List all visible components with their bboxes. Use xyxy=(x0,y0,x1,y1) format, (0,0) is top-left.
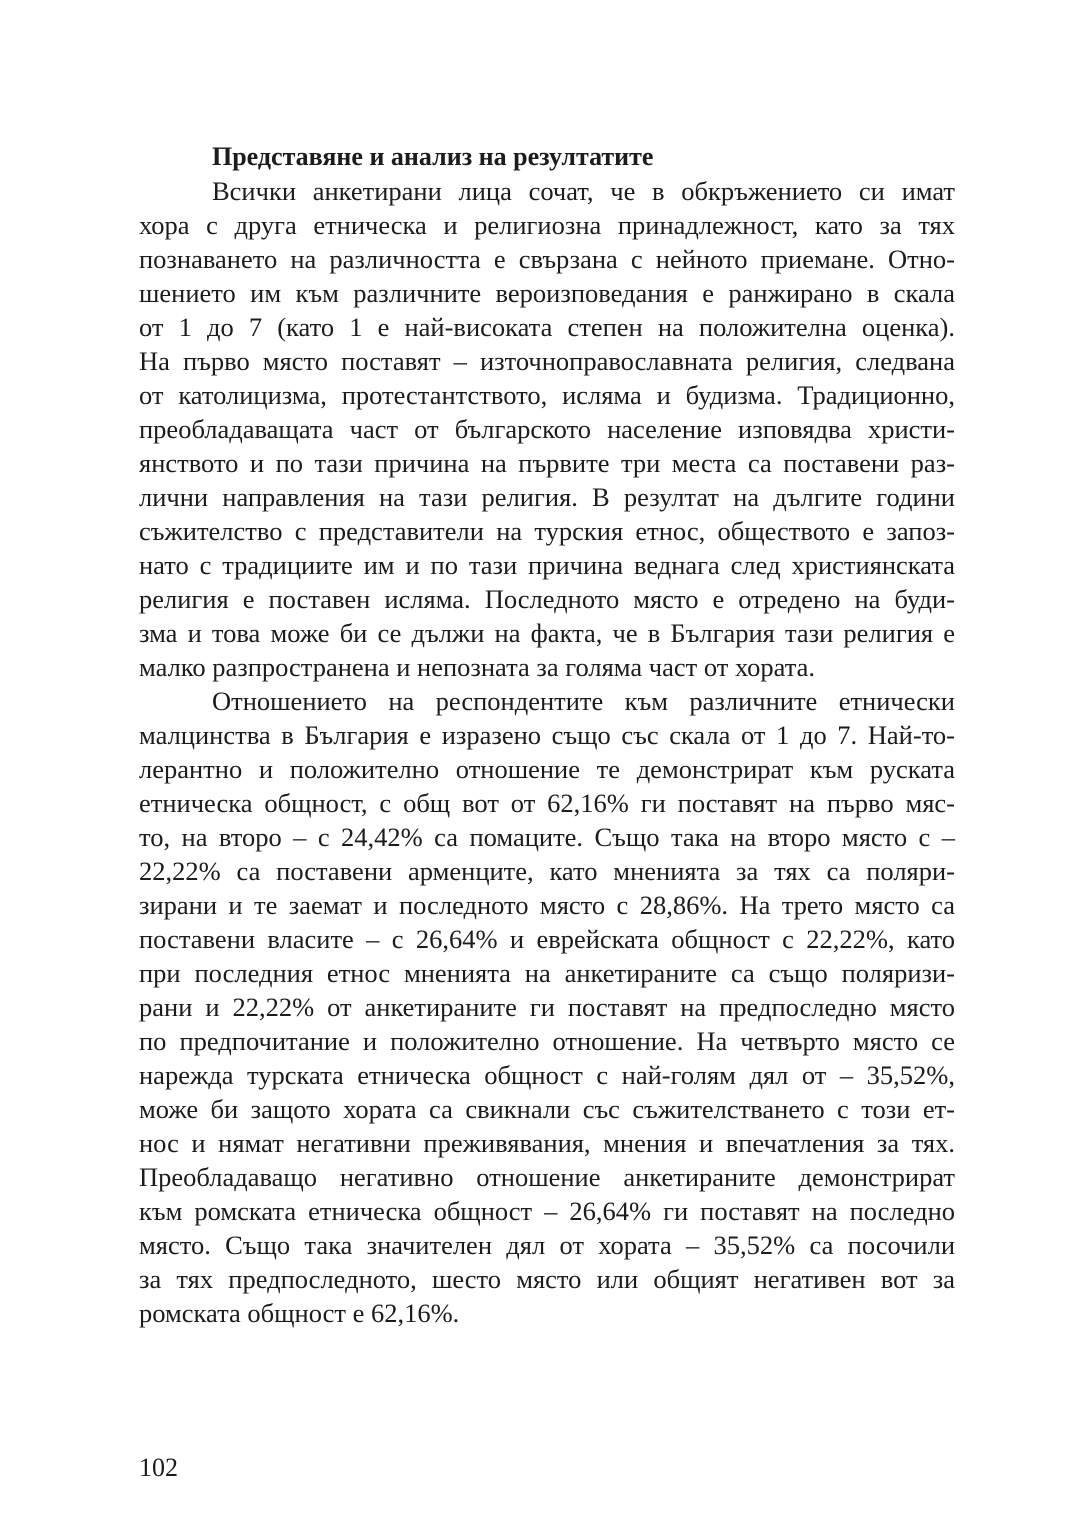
paragraph-line: рани и 22,22% от анкетираните ги поставят на предпоследно място xyxy=(139,992,955,1022)
paragraph-line: лични направления на тази религия. В резултат на дългите години xyxy=(139,482,955,512)
paragraph-line: зирани и те заемат и последното място с 28,86%. На трето място са xyxy=(139,890,955,920)
paragraph-line: религия е поставен исляма. Последното място е отредено на буди- xyxy=(139,584,955,614)
paragraph-line: Всички анкетирани лица сочат, че в обкръжението си имат xyxy=(212,176,955,206)
paragraph-line: Отношението на респондентите към различните етнически xyxy=(212,686,955,716)
paragraph-line: Преобладаващо негативно отношение анкетираните демонстрират xyxy=(139,1162,955,1192)
paragraph-line: янството и по тази причина на първите три места са поставени раз- xyxy=(139,448,955,478)
paragraph-line: малко разпространена и непозната за голяма част от хората. xyxy=(139,652,816,682)
paragraph-2 xyxy=(139,684,955,1330)
paragraph-1 xyxy=(139,174,955,684)
paragraph-line: нато с традициите им и по тази причина веднага след християнската xyxy=(139,550,955,580)
paragraph-line: от 1 до 7 (като 1 е най-високата степен на положителна оценка). xyxy=(139,312,955,342)
paragraph-line: малцинства в България е изразено също със скала от 1 до 7. Най-то- xyxy=(139,720,955,750)
paragraph-line: по предпочитание и положително отношение. На четвърто място се xyxy=(139,1026,955,1056)
paragraph-line: зма и това може би се дължи на факта, че в България тази религия е xyxy=(139,618,955,648)
paragraph-line: познаването на различността е свързана с нейното приемане. Отно- xyxy=(139,244,955,274)
paragraph-line: нос и нямат негативни преживявания, мнения и впечатления за тях. xyxy=(139,1128,955,1158)
page-body xyxy=(139,140,955,1330)
paragraph-line: поставени власите – с 26,64% и еврейската общност с 22,22%, като xyxy=(139,924,955,954)
paragraph-line: лерантно и положително отношение те демонстрират към руската xyxy=(139,754,955,784)
paragraph-line: място. Също така значителен дял от хората – 35,52% са посочили xyxy=(139,1230,955,1260)
paragraph-line: шението им към различните вероизповедания е ранжирано в скала xyxy=(139,278,955,308)
page-number: 102 xyxy=(139,1453,178,1482)
paragraph-line: хора с друга етническа и религиозна принадлежност, като за тях xyxy=(139,210,955,240)
paragraph-line: от католицизма, протестантството, исляма и будизма. Традиционно, xyxy=(139,380,955,410)
paragraph-line: към ромската етническа общност – 26,64% ги поставят на последно xyxy=(139,1196,955,1226)
paragraph-line: може би защото хората са свикнали със съжителстването с този ет- xyxy=(139,1094,955,1124)
paragraph-line: преобладаващата част от българското население изповядва христи- xyxy=(139,414,955,444)
paragraph-line: то, на второ – с 24,42% са помаците. Също така на второ място с – xyxy=(139,822,955,852)
paragraph-line: 22,22% са поставени арменците, като мненията за тях са поляри- xyxy=(139,856,955,886)
paragraph-line: при последния етнос мненията на анкетираните са също поляризи- xyxy=(139,958,955,988)
paragraph-line: нарежда турската етническа общност с най-голям дял от – 35,52%, xyxy=(139,1060,955,1090)
paragraph-line: На първо място поставят – източноправославната религия, следвана xyxy=(139,346,955,376)
section-heading: Представяне и анализ на резултатите xyxy=(212,142,654,171)
paragraph-line: ромската общност е 62,16%. xyxy=(139,1298,460,1328)
paragraph-line: за тях предпоследното, шесто място или общият негативен вот за xyxy=(139,1264,955,1294)
paragraph-line: етническа общност, с общ вот от 62,16% ги поставят на първо мяс- xyxy=(139,788,955,818)
paragraph-line: съжителство с представители на турския етнос, обществото е запоз- xyxy=(139,516,955,546)
